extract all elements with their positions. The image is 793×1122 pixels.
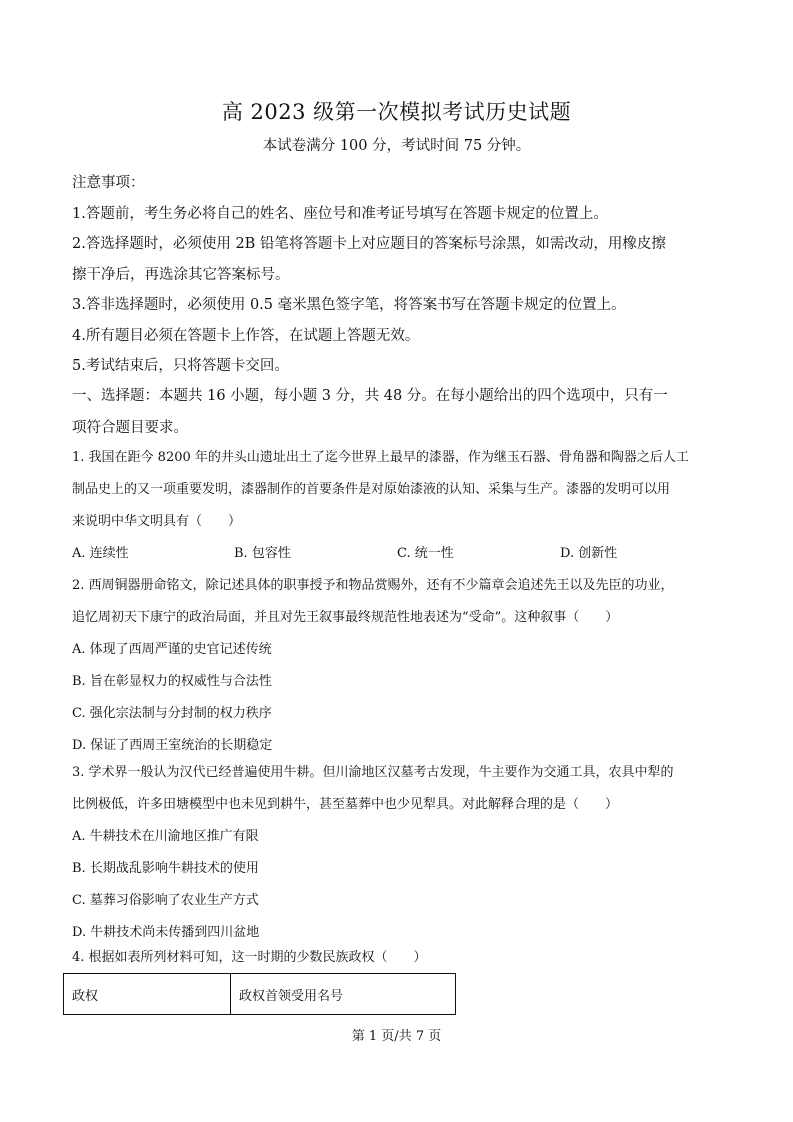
question-2-option-d: D. 保证了西周王室统治的长期稳定 [72, 738, 273, 753]
instruction-line: 3.答非选择题时，必须使用 0.5 毫米黑色签字笔，将答案书写在答题卡规定的位置上。 [72, 297, 626, 313]
instruction-line: 2.答选择题时，必须使用 2B 铅笔将答题卡上对应题目的答案标号涂黑，如需改动，用橡皮擦 [72, 236, 666, 252]
question-1-option-b: B. 包容性 [234, 546, 291, 561]
section-heading [72, 380, 722, 444]
table-header-regime: 政权 [64, 974, 231, 1015]
instruction-line: 5.考试结束后，只将答题卡交回。 [72, 358, 289, 374]
question-2-option-a: A. 体现了西周严谨的史官记述传统 [72, 642, 272, 657]
exam-title: 高 2023 级第一次模拟考试历史试题 [221, 100, 572, 124]
instructions [72, 168, 722, 382]
question-3-stem-line: 比例极低，许多田塘模型中也未见到耕牛，甚至墓葬中也少见犁具。对此解释合理的是（ ） [72, 797, 619, 812]
question-4 [72, 942, 722, 974]
question-1-option-a: A. 连续性 [72, 546, 129, 561]
question-1-option-c: C. 统一性 [397, 546, 454, 561]
instruction-line: 1.答题前，考生务必将自己的姓名、座位号和准考证号填写在答题卡规定的位置上。 [72, 205, 608, 222]
question-1-option-d: D. 创新性 [560, 546, 618, 561]
question-3-option-c: C. 墓葬习俗影响了农业生产方式 [72, 893, 259, 908]
section-heading-line: 项符合题目要求。 [72, 420, 188, 436]
question-1 [72, 442, 722, 538]
question-2-option-b: B. 旨在彰显权力的权威性与合法性 [72, 674, 272, 689]
question-4-table [63, 973, 456, 1015]
instruction-line: 4.所有题目必须在答题卡上作答，在试题上答题无效。 [72, 327, 420, 344]
question-2-stem-line: 2. 西周铜器册命铭文，除记述具体的职事授予和物品赏赐外，还有不少篇章会追述先王以及先臣的功业， [72, 578, 674, 593]
question-3-stem-line: 3. 学术界一般认为汉代已经普遍使用牛耕。但川渝地区汉墓考古发现，牛主要作为交通工具，农具中犁的 [72, 765, 674, 780]
question-1-stem-line: 1. 我国在距今 8200 年的井头山遗址出土了迄今世界上最早的漆器，作为继玉石器、骨角器和陶器之后人工 [72, 450, 689, 465]
question-1-stem-line: 制品史上的又一项重要发明，漆器制作的首要条件是对原始漆液的认知、采集与生产。漆器的发明可以用 [72, 482, 671, 497]
question-4-stem-line: 4. 根据如表所列材料可知，这一时期的少数民族政权（ ） [72, 950, 427, 965]
table-row [64, 974, 456, 1015]
instructions-heading: 注意事项： [72, 175, 145, 191]
instruction-line: 擦干净后，再选涂其它答案标号。 [72, 266, 290, 283]
question-3-option-a: A. 牛耕技术在川渝地区推广有限 [72, 829, 259, 844]
question-2 [72, 570, 722, 762]
question-3-option-d: D. 牛耕技术尚未传播到四川盆地 [72, 925, 260, 940]
question-3 [72, 757, 722, 949]
page-footer: 第 1 页/共 7 页 [351, 1029, 442, 1044]
exam-subtitle: 本试卷满分 100 分，考试时间 75 分钟。 [262, 138, 531, 154]
question-1-options [72, 538, 722, 570]
question-2-stem-line: 追忆周初天下康宁的政治局面，并且对先王叙事最终规范性地表述为“受命”。这种叙事（ ） [72, 610, 619, 625]
question-2-option-c: C. 强化宗法制与分封制的权力秩序 [72, 706, 272, 721]
question-3-option-b: B. 长期战乱影响牛耕技术的使用 [72, 861, 259, 876]
question-1-stem-line: 来说明中华文明具有（ ） [72, 514, 242, 529]
table-header-title: 政权首领受用名号 [231, 974, 456, 1015]
section-heading-line: 一、选择题：本题共 16 小题，每小题 3 分，共 48 分。在每小题给出的四个选项中，只有一 [72, 388, 668, 404]
